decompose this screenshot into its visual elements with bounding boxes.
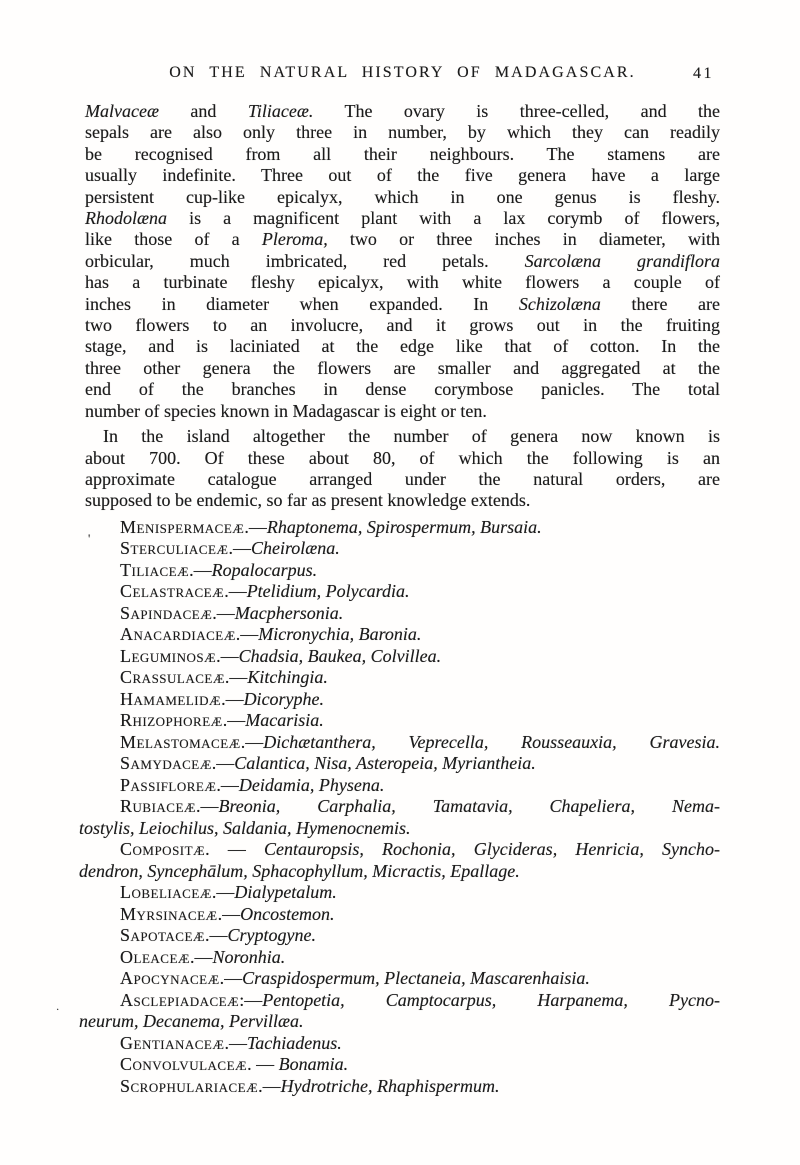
text-line: [85, 165, 720, 186]
catalogue-entry-line: [85, 775, 720, 797]
dash-separator: .—: [258, 1075, 281, 1096]
family-name: Sterculiaceæ: [120, 538, 229, 559]
catalogue-entry: [85, 882, 720, 904]
text-line: [85, 122, 720, 143]
italic-taxon-name: Pleroma,: [261, 229, 328, 250]
genera-list: Macarisia.: [245, 710, 324, 731]
catalogue-entry-line: [85, 1033, 720, 1055]
text-line: [85, 272, 720, 293]
catalogue-entry: [85, 775, 720, 797]
body-text: In the island altogether the number of genera now known is: [103, 426, 720, 447]
page-number: 41: [693, 65, 714, 82]
catalogue-entry-line: [85, 1076, 720, 1098]
running-header-title: ON THE NATURAL HISTORY OF MADAGASCAR.: [169, 64, 636, 81]
catalogue-entry-line: [85, 732, 720, 754]
catalogue-entry-line: [85, 882, 720, 904]
family-name: Anacardiaceæ: [120, 624, 236, 645]
catalogue-entry-line: [85, 624, 720, 646]
family-name: Sapindaceæ: [120, 602, 213, 623]
catalogue-entry: [85, 581, 720, 603]
dash-separator: .—: [224, 1032, 247, 1053]
family-name: Hamamelidæ: [120, 688, 222, 709]
family-name: Compositæ: [120, 839, 206, 860]
body-text: be recognised from all their neighbours. The stamens are: [85, 143, 720, 164]
catalogue-entry: [85, 603, 720, 625]
family-name: Rubiaceæ: [120, 796, 196, 817]
margin-stray-dot: ·: [56, 1005, 60, 1016]
family-name: Melastomaceæ: [120, 731, 241, 752]
body-text: usually indefinite. Three out of the five genera have a large: [85, 165, 720, 186]
catalogue-entry: [85, 646, 720, 668]
dash-separator: .—: [211, 753, 235, 774]
catalogue-list: [79, 516, 721, 1098]
catalogue-entry: [85, 624, 720, 646]
body-text: is a magnificent plant with a lax corymb of flowers,: [167, 208, 720, 229]
body-text: two or three inches in diameter, with: [327, 229, 720, 250]
body-text: and: [158, 101, 248, 121]
body-text: about 700. Of these about 80, of which the following is an: [85, 447, 720, 468]
catalogue-entry-line: [85, 581, 720, 603]
genera-list: Dialypetalum.: [234, 882, 337, 903]
family-name: Samydaceæ: [120, 753, 212, 774]
genera-list: Craspidospermum, Plectaneia, Mascarenhaisia.: [242, 968, 590, 989]
catalogue-entry: [85, 689, 720, 711]
family-name: Sapotaceæ: [120, 925, 205, 946]
catalogue-entry-line: [85, 689, 720, 711]
catalogue-entry: [85, 732, 720, 754]
text-column: [79, 101, 721, 1097]
dash-separator: .—: [189, 946, 213, 967]
dash-separator: .—: [244, 516, 267, 537]
dash-separator: .—: [217, 903, 241, 924]
catalogue-entry: [85, 904, 720, 926]
family-name: Crassulaceæ: [120, 667, 225, 688]
dash-separator: .—: [212, 602, 235, 623]
catalogue-entry: [85, 517, 720, 539]
paragraph-catalogue-intro: [85, 426, 720, 512]
dash-separator: .—: [216, 645, 239, 666]
catalogue-entry: [85, 560, 720, 582]
text-line: [85, 144, 720, 165]
genera-list: Centauropsis, Rochonia, Glycideras, Henricia, Syncho-: [264, 839, 721, 860]
italic-taxon-name: Rhodolæna: [85, 208, 168, 229]
dash-separator: .—: [216, 774, 239, 795]
catalogue-entry: [79, 989, 720, 1033]
catalogue-entry-line: [85, 1054, 720, 1076]
catalogue-entry-line: [85, 947, 720, 969]
dash-separator: .—: [221, 688, 244, 709]
catalogue-entry-line: [85, 603, 720, 625]
body-text: persistent cup-like epicalyx, which in one genus is fleshy.: [85, 186, 720, 207]
text-line: [85, 426, 720, 447]
italic-taxon-name: Schizolæna: [518, 293, 601, 314]
genera-list: Micronychia, Baronia.: [258, 624, 422, 645]
catalogue-entry-line: [85, 904, 720, 926]
genera-list: Noronhia.: [212, 946, 286, 967]
dash-separator: .—: [224, 581, 247, 602]
text-line: [85, 294, 720, 315]
text-line: [85, 469, 720, 490]
genera-list: Hydrotriche, Rhaphispermum.: [280, 1075, 500, 1096]
catalogue-entry: [85, 925, 720, 947]
genera-list: Rhaptonema, Spirospermum, Bursaia.: [266, 516, 542, 537]
genera-list: Cheirolæna.: [250, 538, 340, 559]
catalogue-entry: [79, 839, 721, 882]
dash-separator: .—: [189, 559, 212, 580]
text-line: [85, 229, 720, 250]
catalogue-entry-line: [85, 667, 720, 689]
family-name: Gentianaceæ: [120, 1032, 225, 1053]
text-line: [85, 448, 720, 469]
catalogue-entry: [85, 538, 720, 560]
catalogue-entry-line: [85, 646, 720, 668]
genera-list: Deidamia, Physena.: [238, 774, 385, 795]
genera-list: Pentopetia, Camptocarpus, Harpanema, Pycno-: [262, 989, 720, 1010]
catalogue-entry-line: [85, 560, 720, 582]
family-name: Passifloreæ: [120, 774, 217, 795]
body-text: The ovary is three-celled, and the: [313, 101, 720, 121]
body-text: there are: [600, 293, 720, 314]
family-name: Myrsinaceæ: [120, 903, 218, 924]
italic-taxon-name: Tiliaceæ.: [247, 101, 314, 121]
text-line: [85, 251, 720, 272]
catalogue-entry: [85, 667, 720, 689]
catalogue-entry: [85, 1054, 720, 1076]
genera-list: Breonia, Carphalia, Tamatavia, Chapeliera, Nema-: [218, 796, 720, 817]
catalogue-entry-line: [85, 538, 720, 560]
text-line: [85, 401, 720, 422]
dash-separator: .—: [235, 624, 259, 645]
dash-separator: .—: [219, 968, 243, 989]
catalogue-entry: [85, 947, 720, 969]
genera-list: Ptelidium, Polycardia.: [246, 581, 410, 602]
catalogue-entry-line: [85, 796, 720, 818]
text-line: [85, 315, 720, 336]
family-name: Apocynaceæ: [120, 968, 220, 989]
family-name: Rhizophoreæ: [120, 710, 223, 731]
paragraph-genera-description: [85, 101, 720, 422]
dash-separator: .—: [224, 667, 248, 688]
genera-list: Dicoryphe.: [243, 688, 325, 709]
catalogue-entry: [85, 710, 720, 732]
dash-separator: .—: [204, 925, 228, 946]
genera-list: Bonamia.: [278, 1054, 349, 1075]
catalogue-entry-line: [85, 753, 720, 775]
catalogue-entry-line: [85, 839, 720, 861]
family-name: Lobeliaceæ: [120, 882, 212, 903]
genera-list: Macphersonia.: [234, 602, 344, 623]
body-text: supposed to be endemic, so far as present knowledge extends.: [85, 490, 531, 511]
catalogue-entry-line: [85, 925, 720, 947]
text-line: [85, 187, 720, 208]
dash-separator: :—: [239, 989, 263, 1010]
family-name: Asclepiadaceæ: [120, 989, 240, 1010]
body-text: has a turbinate fleshy epicalyx, with white flowers a couple of: [85, 272, 720, 293]
body-text: like those of a: [85, 229, 262, 250]
catalogue-entry: [85, 1076, 720, 1098]
family-name: Menispermaceæ: [120, 516, 245, 537]
catalogue-entry: [85, 1033, 720, 1055]
text-line: [85, 379, 720, 400]
family-name: Convolvulaceæ: [120, 1054, 248, 1075]
text-line: [85, 490, 720, 511]
running-header: [85, 64, 720, 86]
catalogue-entry: [79, 796, 720, 839]
body-text: stage, and is laciniated at the edge like that of cotton. In the: [85, 336, 720, 357]
text-line: [85, 208, 720, 229]
dash-separator: .—: [211, 882, 235, 903]
genera-list: Oncostemon.: [240, 903, 335, 924]
genera-continuation-line: tostylis, Leiochilus, Saldania, Hymenocnemis.: [79, 817, 411, 838]
catalogue-entry-line: [85, 968, 720, 990]
dash-separator: . —: [205, 839, 265, 860]
catalogue-entry-line: [85, 710, 720, 732]
genera-list: Chadsia, Baukea, Colvillea.: [238, 645, 442, 666]
body-text: inches in diameter when expanded. In: [85, 293, 519, 314]
body-text: number of species known in Madagascar is eight or ten.: [85, 400, 487, 421]
body-text: two flowers to an involucre, and it grows out in the fruiting: [85, 315, 720, 336]
catalogue-entry: [85, 968, 720, 990]
genera-list: Cryptogyne.: [227, 925, 316, 946]
margin-stray-mark: ': [88, 531, 91, 546]
dash-separator: .—: [240, 731, 264, 752]
family-name: Celastraceæ: [120, 581, 225, 602]
genera-list: Dichætanthera, Veprecella, Rousseauxia, Gravesia.: [263, 731, 720, 752]
body-text: orbicular, much imbricated, red petals.: [85, 250, 525, 271]
genera-continuation-line: dendron, Syncephālum, Sphacophyllum, Micractis, Epallage.: [79, 860, 520, 881]
family-name: Leguminosæ: [120, 645, 217, 666]
dash-separator: .—: [228, 538, 251, 559]
dash-separator: .—: [222, 710, 246, 731]
italic-taxon-name: Malvaceæ: [85, 101, 159, 121]
family-name: Tiliaceæ: [120, 559, 190, 580]
catalogue-entry-line: [85, 517, 720, 539]
body-text: approximate catalogue arranged under the natural orders, are: [85, 468, 720, 489]
body-text: end of the branches in dense corymbose panicles. The total: [85, 379, 720, 400]
dash-separator: . —: [247, 1054, 279, 1075]
text-line: [85, 101, 720, 122]
dash-separator: .—: [195, 796, 219, 817]
family-name: Oleaceæ: [120, 946, 190, 967]
text-line: [85, 358, 720, 379]
genera-list: Tachiadenus.: [246, 1032, 342, 1053]
genera-continuation-line: neurum, Decanema, Pervillæa.: [79, 1011, 304, 1032]
body-text: three other genera the flowers are smaller and aggregated at the: [85, 357, 720, 378]
italic-taxon-name: Sarcolæna grandiflora: [524, 250, 720, 271]
genera-list: Ropalocarpus.: [211, 559, 318, 580]
family-name: Scrophulariaceæ: [120, 1075, 259, 1096]
body-text: sepals are also only three in number, by which they can readily: [85, 122, 720, 143]
catalogue-entry-line: [85, 990, 720, 1012]
catalogue-entry: [85, 753, 720, 775]
text-line: [85, 336, 720, 357]
genera-list: Calantica, Nisa, Asteropeia, Myriantheia.: [234, 753, 536, 774]
genera-list: Kitchingia.: [247, 667, 328, 688]
